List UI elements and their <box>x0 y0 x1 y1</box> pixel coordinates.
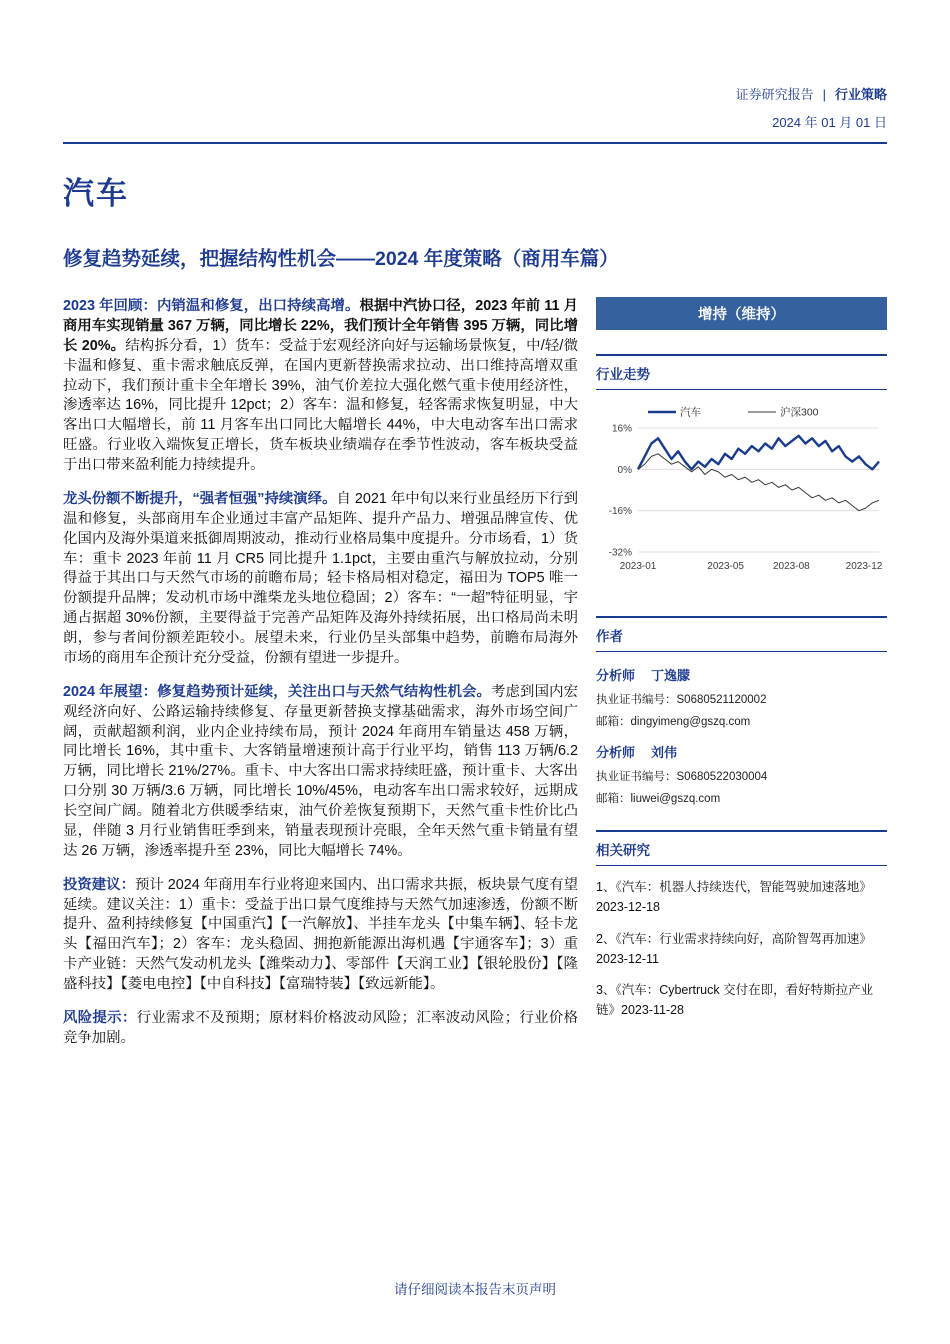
industry-trend-section <box>596 354 887 592</box>
chart-ytick-label: -32% <box>608 547 632 559</box>
industry-trend-title: 行业走势 <box>596 356 887 390</box>
chart-xtick-label: 2023-08 <box>773 561 810 572</box>
paragraph-investment-advice <box>63 876 578 995</box>
analyst-block <box>596 742 887 806</box>
related-research-item: 2、《汽车：行业需求持续向好，高阶智驾再加速》2023-12-11 <box>596 931 872 966</box>
related-research-title: 相关研究 <box>596 832 887 866</box>
analyst-block <box>596 665 887 729</box>
chart-xtick-label: 2023-01 <box>619 561 657 572</box>
header-rule <box>63 142 887 144</box>
related-research-item: 3、《汽车：Cybertruck 交付在即，看好特斯拉产业链》2023-11-28 <box>596 983 874 1018</box>
analyst-line <box>596 665 887 685</box>
industry-trend-chart <box>596 402 887 587</box>
paragraph-body: 考虑到国内宏观经济向好、公路运输持续修复、存量更新替换支撑基础需求，海外市场空间广阔，贡献超额利润，业内企业持续布局，预计 2024 年商用车销量达 458 万辆，同比增长 16%，其中重卡、大客销量增速预计高于行业平均，销售 113 万辆/6.2 万辆，同比增长 21%/27%。重卡、中大客出口需求持续旺盛，预计重卡、大客出口分别 30 万辆/3.6 万辆，同比增长 10%/45%，电动客车出口需求较好，远期成长空间广阔。随着北方供暖季结束，油气价差恢复预期下，天然气重卡性价比凸显，伴随 3 月行业销售旺季到来，销量表现预计亮眼，全年天然气重卡销量有望达 26 万辆，渗透率提升至 23%，同比大幅增长 74%。 <box>63 683 578 859</box>
authors-section <box>596 616 887 806</box>
analyst-email: 邮箱：dingyimeng@gszq.com <box>596 716 751 728</box>
paragraph-lead: 龙头份额不断提升，“强者恒强”持续演绎。 <box>63 490 337 507</box>
report-type: 行业策略 <box>834 87 887 102</box>
paragraph-body: 结构拆分看，1）货车：受益于宏观经济向好与运输场景恢复，中/轻/微卡温和修复、重卡需求触底反弹，在国内更新替换需求拉动、出口维持高增双重拉动下，我们预计重卡全年增长 39%，油气价差拉大强化燃气重卡使用经济性，渗透率达 16%，同比提升 12pct；2）客车：温和修复，轻客需求恢复明显，中大客出口大幅增长，前 11 月客车出口同比大幅增长 44%，中大电动客车出口需求旺盛。行业收入端恢复正增长，货车板块业绩端存在季节性波动，客车板块受益于出口带来盈利能力持续提升。 <box>63 337 578 473</box>
paragraph-body: 自 2021 年中旬以来行业虽经历下行到温和修复，头部商用车企业通过丰富产品矩阵、提升产品力、增强品牌宣传、优化国内及海外渠道来抵御周期波动，推动行业格局集中度提升。分市场看，1）货车：重卡 2023 年前 11 月 CR5 同比提升 1.1pct，主要由重汽与解放拉动，分别得益于其出口与天然气市场的前瞻布局；轻卡格局相对稳定，福田为 TOP5 唯一份额提升品牌；发动机市场中潍柴龙头地位稳固；2）客车：“一超”特征明显，宇通占据超 30%份额，主要得益于完善产品矩阵及海外持续拓展，出口格局尚未明朗，参与者间份额差距较小。展望未来，行业仍呈头部集中趋势，前瞻布局海外市场的商用车企预计充分受益，份额有望进一步提升。 <box>63 490 578 666</box>
analyst-cert: 执业证书编号：S0680522030004 <box>596 771 768 783</box>
chart-ytick-label: 0% <box>617 464 632 476</box>
rating-badge: 增持（维持） <box>596 297 887 330</box>
legend-index-label: 沪深300 <box>780 406 819 419</box>
main-text-column <box>63 297 578 1063</box>
analyst-email: 邮箱：liuwei@gszq.com <box>596 793 721 805</box>
chart-ytick-label: 16% <box>611 423 632 435</box>
paragraph-2023-review <box>63 297 578 476</box>
paragraph-lead: 风险提示： <box>63 1009 137 1026</box>
chart-series-汽车 <box>638 436 879 470</box>
paragraph-body: 预计 2024 年商用车行业将迎来国内、出口需求共振，板块景气度有望延续。建议关注：1）重卡：受益于出口景气度维持与天然气加速渗透，份额不断提升、盈利持续修复【中国重汽】【一汽解放】、半挂车龙头【中集车辆】、轻卡龙头【福田汽车】；2）客车：龙头稳固、拥抱新能源出海机遇【宇通客车】；3）重卡产业链：天然气发动机龙头【潍柴动力】、零部件【天润工业】【银轮股份】【隆盛科技】【菱电电控】【中自科技】【富瑞特装】【致远新能】。 <box>63 876 578 992</box>
paragraph-strong: 根据中汽协口径，2023 年前 11 月商用车实现销量 367 万辆，同比增长 22%，我们预计全年销售 395 万辆，同比增长 20%。 <box>63 298 578 354</box>
authors-title: 作者 <box>596 618 887 652</box>
related-research-item: 1、《汽车：机器人持续迭代，智能驾驶加速落地》2023-12-18 <box>596 880 872 915</box>
chart-ytick-label: -16% <box>608 506 632 518</box>
footer-disclaimer: 请仔细阅读本报告末页声明 <box>394 1282 556 1297</box>
report-category: 证券研究报告 <box>735 87 814 102</box>
related-research-section <box>596 830 887 1021</box>
analyst-name: 丁逸朦 <box>651 668 691 683</box>
paragraph-body: 行业需求不及预期；原材料价格波动风险；汇率波动风险；行业价格竞争加剧。 <box>63 1009 578 1046</box>
analyst-role: 分析师 <box>596 745 636 760</box>
analyst-name: 刘伟 <box>651 745 678 760</box>
report-date: 2024 年 01 月 01 日 <box>772 115 887 130</box>
chart-xtick-label: 2023-05 <box>707 561 744 572</box>
paragraph-market-share <box>63 490 578 669</box>
analyst-role: 分析师 <box>596 668 636 683</box>
page-title: 汽车 <box>63 176 129 211</box>
paragraph-lead: 投资建议： <box>63 876 135 893</box>
chart-xtick-label: 2023-12 <box>845 561 883 572</box>
sidebar <box>596 297 887 1021</box>
header-separator: | <box>822 87 826 102</box>
paragraph-2024-outlook <box>63 683 578 862</box>
chart-series-lines <box>638 436 879 511</box>
paragraph-lead: 2024 年展望：修复趋势预计延续，关注出口与天然气结构性机会。 <box>63 683 492 700</box>
paragraph-lead: 2023 年回顾：内销温和修复，出口持续高增。 <box>63 298 360 314</box>
analyst-cert: 执业证书编号：S0680521120002 <box>596 694 767 706</box>
analyst-line <box>596 742 887 762</box>
legend-auto-label: 汽车 <box>680 406 701 419</box>
report-subtitle: 修复趋势延续，把握结构性机会——2024 年度策略（商用车篇） <box>63 248 619 270</box>
chart-series-沪深300 <box>638 454 879 511</box>
header-meta <box>63 84 887 103</box>
paragraph-risk-warning <box>63 1009 578 1049</box>
